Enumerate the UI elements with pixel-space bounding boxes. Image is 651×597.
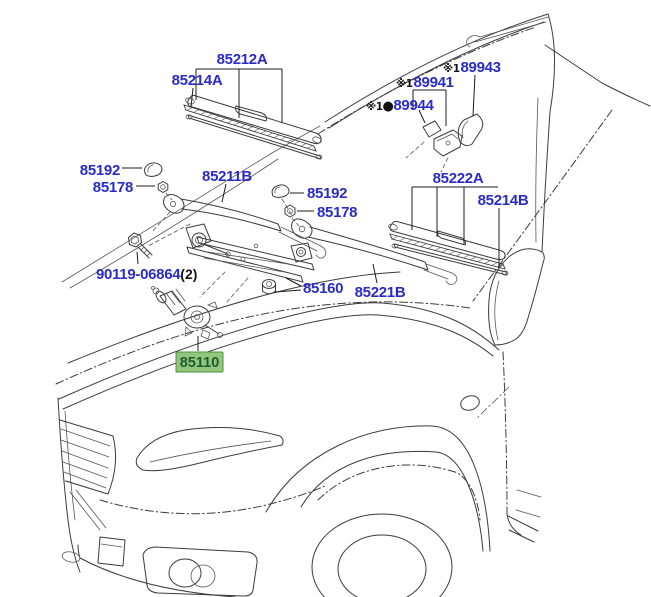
wiper-arm-2 [292,219,457,285]
part-label-89943[interactable]: ※189943 [443,59,501,76]
sensor-pad [423,121,441,137]
part-label-85214B[interactable]: 85214B [477,192,529,209]
part-label-85178-right[interactable]: 85178 [317,204,358,221]
part-label-85214A[interactable]: 85214A [171,72,223,89]
footnote-marker: ※1 [366,101,383,113]
part-label-85192-right[interactable]: 85192 [307,185,348,202]
part-label-89944[interactable]: ※1●89944 [366,97,434,114]
door-lines [503,352,541,542]
car-body-outline [56,14,650,597]
wiper-arm-1 [152,195,326,259]
fog-lamp [143,547,257,596]
part-label-85212A[interactable]: 85212A [216,51,268,68]
part-label-85160[interactable]: 85160 [303,280,344,297]
blade-insert-strip [188,115,321,159]
bullet-icon: ● [382,99,394,114]
part-label-85221B[interactable]: 85221B [354,284,406,301]
wiper-blade-assembly-2 [388,221,508,275]
hood-lines [56,272,499,409]
pivot-cap-left [145,163,162,177]
blade2-insert-strip [394,244,507,275]
blade-rubber-hatched [184,105,316,151]
quantity-suffix: (2) [180,266,198,282]
part-label-85110: 85110 [179,355,220,371]
fuel-door [459,387,509,419]
footnote-marker: ※1 [443,63,460,75]
part-label-85222A[interactable]: 85222A [432,170,484,187]
mounting-bolt [129,233,153,258]
wiper-blade-assembly-1 [184,95,322,159]
highlighted-part-label-85110[interactable] [176,352,223,372]
front-bumper [61,486,325,597]
sensor-cover [458,114,483,146]
headlight [136,428,283,471]
footnote-marker: ※1 [396,78,413,90]
part-label-85178-left[interactable]: 85178 [92,179,133,196]
wiper-motor [152,287,223,340]
part-label-89941[interactable]: ※189941 [396,74,454,91]
rain-sensor-parts [406,114,483,172]
part-label-85192-left[interactable]: 85192 [79,162,120,179]
front-wheel [266,426,490,597]
pivot-cap-right [272,185,293,217]
part-label-90119-06864[interactable]: 90119-06864(2) [96,266,198,283]
part-label-85211B[interactable]: 85211B [202,168,252,185]
